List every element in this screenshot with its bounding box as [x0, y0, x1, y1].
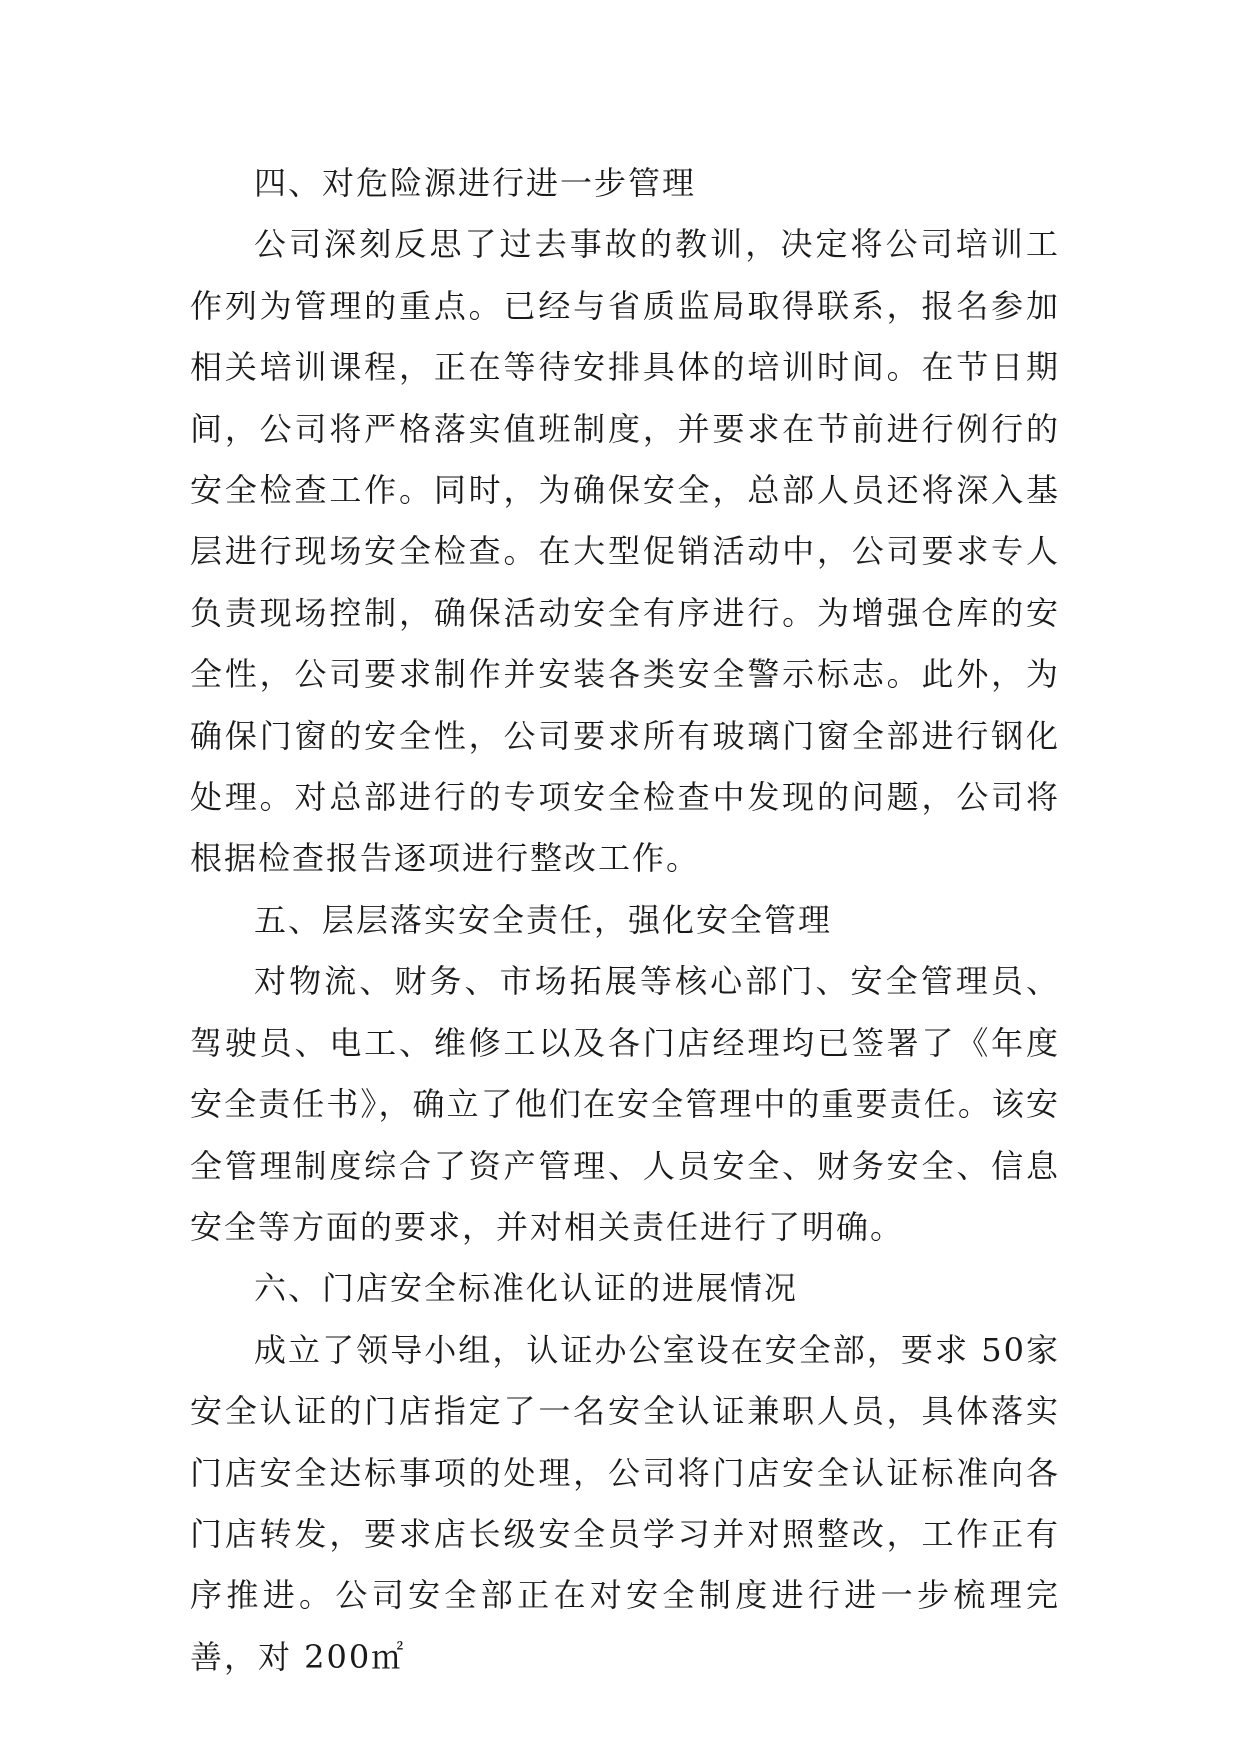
section-6-paragraph: 成立了领导小组，认证办公室设在安全部，要求 50家安全认证的门店指定了一名安全认证兼职人员，具体落实门店安全达标事项的处理，公司将门店安全认证标准向各门店转发，要求店长级安全员学习并对照整改，工作正有序推进。公司安全部正在对安全制度进行进一步梳理完善，对 200㎡	[190, 1330, 1060, 1676]
section-heading-4: 四、对危险源进行进一步管理	[254, 164, 697, 202]
section-heading-6: 六、门店安全标准化认证的进展情况	[254, 1269, 799, 1308]
section-heading-5: 五、层层落实安全责任，强化安全管理	[254, 900, 833, 939]
section-5-paragraph: 对物流、财务、市场拓展等核心部门、安全管理员、驾驶员、电工、维修工以及各门店经理均已签署了《年度安全责任书》，确立了他们在安全管理中的重要责任。该安全管理制度综合了资产管理、人员安全、财务安全、信息安全等方面的要求，并对相关责任进行了明确。	[190, 962, 1060, 1246]
section-4-paragraph: 公司深刻反思了过去事故的教训，决定将公司培训工作列为管理的重点。已经与省质监局取得联系，报名参加相关培训课程，正在等待安排具体的培训时间。在节日期间，公司将严格落实值班制度，并要求在节前进行例行的安全检查工作。同时，为确保安全，总部人员还将深入基层进行现场安全检查。在大型促销活动中，公司要求专人负责现场控制，确保活动安全有序进行。为增强仓库的安全性，公司要求制作并安装各类安全警示标志。此外，为确保门窗的安全性，公司要求所有玻璃门窗全部进行钢化处理。对总部进行的专项安全检查中发现的问题，公司将根据检查报告逐项进行整改工作。	[190, 225, 1060, 878]
document-body	[190, 153, 1060, 1688]
